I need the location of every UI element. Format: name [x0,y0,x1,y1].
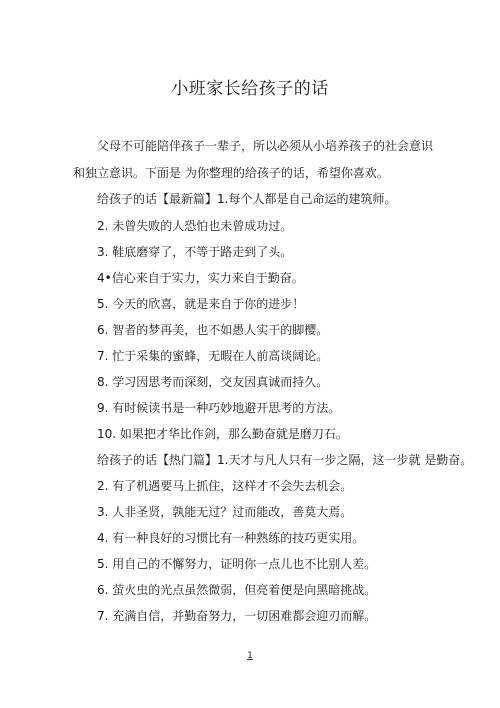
list-item: 4. 有一种良好的习惯比有一种熟练的技巧更实用。 [97,531,365,545]
list-item: 4•信心来自于实力，实力来自于勤奋。 [97,271,304,285]
list-item: 给孩子的话【热门篇】1.天才与凡人只有一步之隔，这一步就 是勤奋。 [97,453,473,467]
list-item: 5. 用自己的不懈努力，证明你一点儿也不比别人差。 [97,557,377,571]
list-item: 5. 今天的欣喜，就是来自于你的进步！ [97,297,305,311]
list-item: 10. 如果把才华比作剑，那么勤奋就是磨刀石。 [97,427,348,441]
list-item: 3. 人非圣贤，孰能无过？过而能改，善莫大焉。 [97,505,353,519]
list-item: 给孩子的话【最新篇】1.每个人都是自己命运的建筑师。 [97,192,397,206]
list-item: 6. 萤火虫的光点虽然微弱，但亮着便是向黑暗挑战。 [97,583,377,597]
list-item: 6. 智者的梦再美，也不如愚人实干的脚樱。 [97,323,329,337]
list-item: 2. 有了机遇要马上抓住，这样才不会失去机会。 [97,479,353,493]
list-item: 2. 未曾失败的人恐怕也未曾成功过。 [97,219,293,233]
list-item: 7. 充满自信，并勤奋努力，一切困难都会迎刃而解。 [97,609,377,623]
list-item: 7. 忙于采集的蜜蜂，无暇在人前高谈阔论。 [97,349,329,363]
document-title: 小班家长给孩子的话 [171,79,329,99]
list-item: 9. 有时候读书是一种巧妙地避开思考的方法。 [97,401,341,415]
intro-line-2: 和独立意识。下面是 为你整理的给孩子的话，希望你喜欢。 [73,166,389,180]
list-item: 3. 鞋底磨穿了，不等于路走到了头。 [97,245,293,259]
intro-line-1: 父母不可能陪伴孩子一辈子，所以必须从小培养孩子的社会意识 [97,139,434,153]
page-number: 1 [247,651,253,661]
list-item: 8. 学习因思考而深刻，交友因真诚而持久。 [97,375,329,389]
